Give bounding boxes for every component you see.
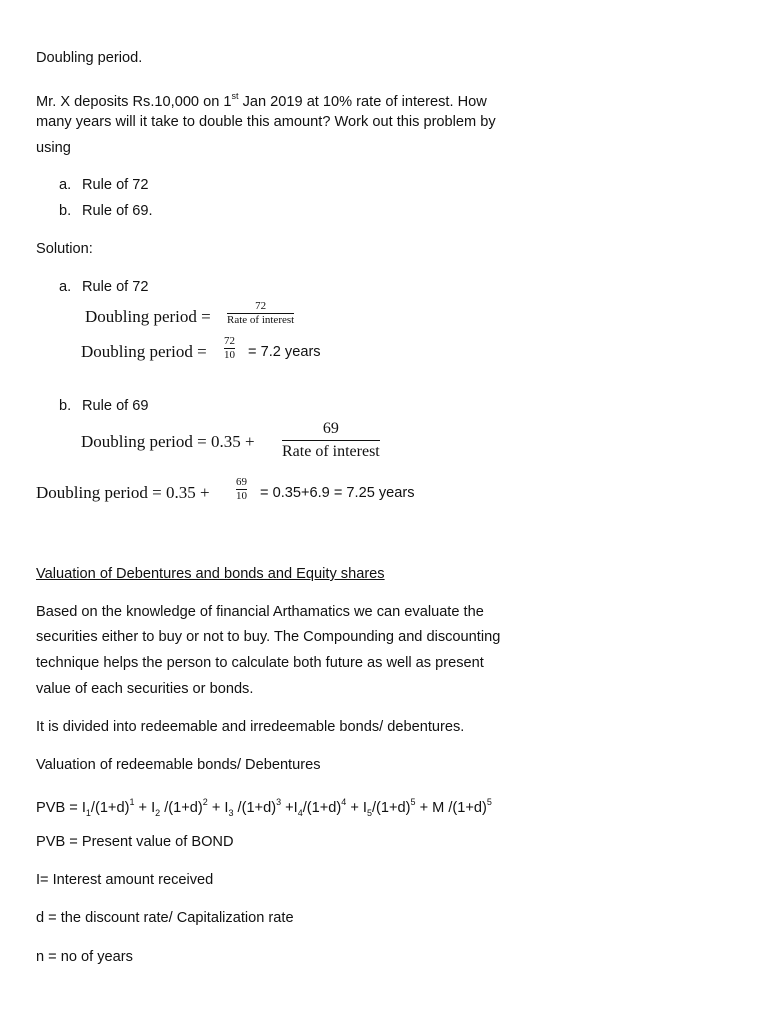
ordinal-suffix: st	[231, 91, 239, 101]
pvb-subscript: 1	[85, 807, 91, 818]
paragraph-line-4: value of each securities or bonds.	[36, 681, 254, 697]
part-b-calc-result: = 0.35+6.9 = 7.25 years	[260, 485, 415, 501]
pvb-subscript: 3	[228, 807, 234, 818]
pvb-part: /(1+d)	[302, 799, 342, 816]
part-a-calc-denominator: 10	[224, 349, 235, 361]
question-line-2: many years will it take to double this amount? Work out this problem by	[36, 114, 496, 130]
pvb-part: + I	[207, 799, 229, 816]
pvb-part: +I	[281, 799, 298, 816]
pvb-subscript: 2	[155, 807, 161, 818]
part-a-marker: a.	[59, 279, 72, 295]
part-b-calc-denominator: 10	[236, 490, 247, 502]
pvb-part: + M /(1+d)	[415, 799, 487, 816]
pvb-subscript: 4	[297, 807, 303, 818]
question-line-3: using	[36, 140, 71, 156]
pvb-formula	[36, 793, 492, 823]
valuation-heading: Valuation of redeemable bonds/ Debentures	[36, 757, 321, 773]
part-a-formula-lhs: Doubling period =	[85, 307, 211, 326]
solution-label: Solution:	[36, 241, 93, 257]
part-a-calc-fraction	[224, 335, 235, 362]
pvb-part: /(1+d)	[90, 799, 130, 816]
definition-pvb: PVB = Present value of BOND	[36, 834, 234, 850]
definition-discount-rate: d = the discount rate/ Capitalization rate	[36, 910, 294, 926]
pvb-part: /(1+d)	[233, 799, 277, 816]
part-a-heading: Rule of 72	[82, 279, 149, 295]
pvb-part: + I	[346, 799, 367, 816]
paragraph-line-2: securities either to buy or not to buy. The Compounding and discounting	[36, 629, 501, 645]
pvb-exponent: 4	[341, 797, 347, 807]
question-line-1	[36, 87, 487, 112]
pvb-part: /(1+d)	[160, 799, 203, 816]
divided-line: It is divided into redeemable and irredeemable bonds/ debentures.	[36, 719, 465, 735]
pvb-exponent: 5	[410, 797, 416, 807]
part-a-formula-numerator: 72	[255, 300, 267, 312]
pvb-part: + I	[134, 799, 156, 816]
part-b-formula-numerator: 69	[322, 420, 339, 437]
paragraph-line-3: technique helps the person to calculate both future as well as present	[36, 655, 484, 671]
pvb-exponent: 5	[486, 797, 492, 807]
part-b-marker: b.	[59, 398, 72, 414]
part-a-calc-numerator: 72	[224, 335, 235, 347]
definition-interest: I= Interest amount received	[36, 872, 214, 888]
part-b-formula-denominator: Rate of interest	[282, 443, 380, 460]
part-a-calc-lhs: Doubling period =	[81, 342, 207, 361]
pvb-part: PVB = I	[36, 799, 86, 816]
part-a-calc-result: = 7.2 years	[248, 344, 321, 360]
section-heading: Valuation of Debentures and bonds and Equity shares	[36, 566, 385, 582]
pvb-exponent: 2	[202, 797, 208, 807]
part-b-calc-numerator: 69	[236, 476, 247, 488]
document-title: Doubling period.	[36, 50, 143, 66]
option-a-text: Rule of 72	[82, 177, 149, 193]
pvb-part: /(1+d)	[371, 799, 411, 816]
part-b-formula-fraction	[282, 418, 380, 463]
definition-years: n = no of years	[36, 949, 133, 965]
pvb-subscript: 5	[366, 807, 372, 818]
paragraph-line-1: Based on the knowledge of financial Arthamatics we can evaluate the	[36, 604, 484, 620]
option-b-text: Rule of 69.	[82, 203, 153, 219]
question-line-1-prefix: Mr. X deposits Rs.10,000 on 1	[36, 93, 232, 110]
option-b-marker: b.	[59, 203, 72, 219]
option-a-marker: a.	[59, 177, 72, 193]
pvb-exponent: 3	[276, 797, 282, 807]
pvb-exponent: 1	[129, 797, 135, 807]
part-b-calc-fraction	[236, 476, 247, 503]
part-b-heading: Rule of 69	[82, 398, 149, 414]
part-a-formula-denominator: Rate of interest	[227, 314, 295, 326]
part-b-calc-lhs: Doubling period = 0.35 +	[36, 483, 210, 502]
part-a-formula-fraction	[227, 300, 294, 327]
question-line-1-suffix: Jan 2019 at 10% rate of interest. How	[238, 93, 487, 110]
part-b-formula-lhs: Doubling period = 0.35 +	[81, 432, 255, 451]
